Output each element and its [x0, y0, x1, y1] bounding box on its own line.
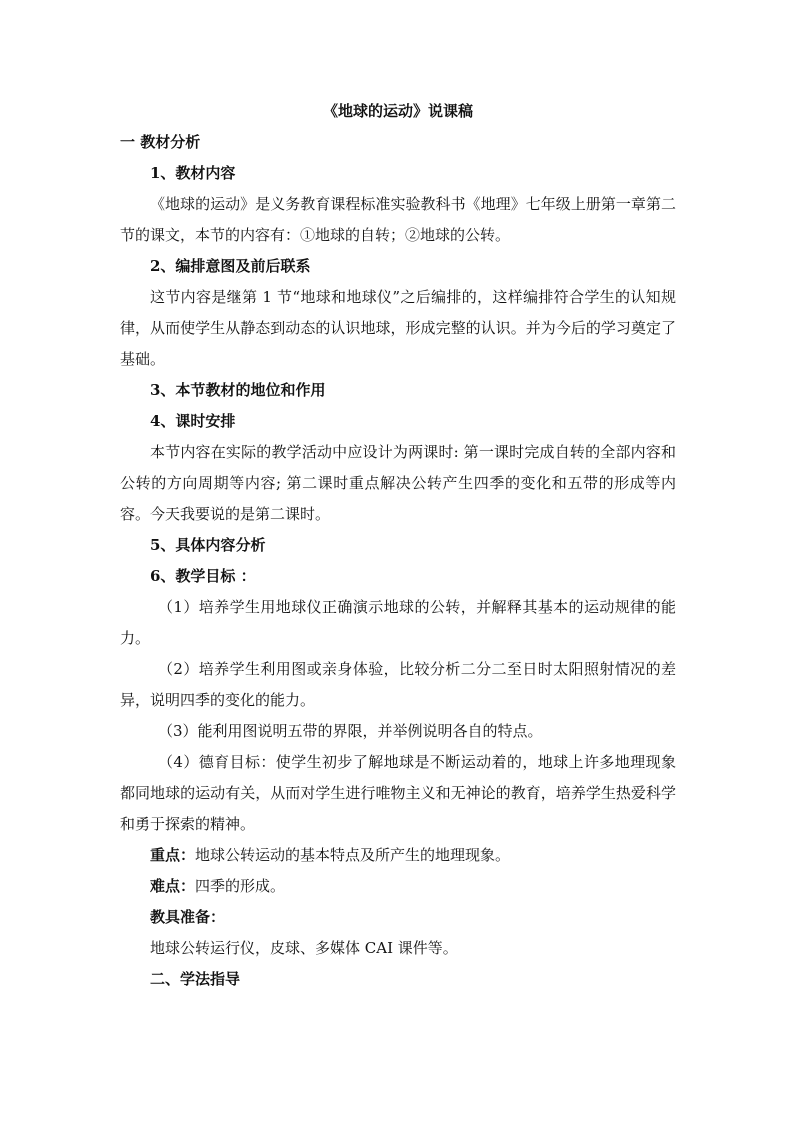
- heading-content-analysis: 5、具体内容分析: [150, 536, 266, 554]
- difficult-point-label: 难点：: [150, 877, 196, 895]
- teaching-tools-text: 地球公转运行仪，皮球、多媒体 CAI 课件等。: [150, 939, 458, 957]
- key-point: [120, 840, 676, 871]
- key-point-label: 重点：: [150, 846, 196, 864]
- goal-item-1: （1）培养学生用地球仪正确演示地球的公转，并解释其基本的运动规律的能力。: [120, 598, 676, 647]
- paragraph-arrangement: 这节内容是继第 1 节“地球和地球仪”之后编排的，这样编排符合学生的认知规律，从而使学生从静态到动态的认识地球，形成完整的认识。并为今后的学习奠定了基础。: [120, 288, 676, 368]
- heading-arrangement: 2、编排意图及前后联系: [150, 257, 311, 275]
- goal-item-4: （4）德育目标：使学生初步了解地球是不断运动着的，地球上许多地理现象都同地球的运动有关，从而对学生进行唯物主义和无神论的教育，培养学生热爱科学和勇于探索的精神。: [120, 753, 676, 833]
- section-heading-1: 一 教材分析: [120, 133, 201, 151]
- difficult-point-text: 四季的形成。: [195, 877, 286, 895]
- goal-item-2: （2）培养学生利用图或亲身体验，比较分析二分二至日时太阳照射情况的差异，说明四季的变化的能力。: [120, 660, 676, 709]
- goal-item-3: （3）能利用图说明五带的界限，并举例说明各自的特点。: [158, 722, 543, 740]
- section-heading-2: 二、学法指导: [150, 970, 241, 988]
- teaching-tools-label: 教具准备：: [150, 908, 226, 926]
- heading-position-role: 3、本节教材的地位和作用: [150, 381, 326, 399]
- paragraph-lesson-schedule: 本节内容在实际的教学活动中应设计为两课时: 第一课时完成自转的全部内容和公转的方向周期等内容; 第二课时重点解决公转产生四季的变化和五带的形成等内容。今天我要说的是第二课时。: [120, 443, 676, 523]
- key-point-text: 地球公转运动的基本特点及所产生的地理现象。: [195, 846, 511, 864]
- heading-teaching-goals: 6、教学目标 ：: [150, 567, 256, 585]
- heading-teaching-content: 1、教材内容: [150, 164, 236, 182]
- paragraph-teaching-content: 《地球的运动》是义务教育课程标准实验教科书《地理》七年级上册第一章第二节的课文，本节的内容有：①地球的自转；②地球的公转。: [120, 195, 676, 244]
- document-title: 《地球的运动》说课稿: [322, 102, 473, 120]
- difficult-point: [120, 871, 676, 902]
- heading-lesson-schedule: 4、课时安排: [150, 412, 236, 430]
- document-page: [120, 96, 676, 995]
